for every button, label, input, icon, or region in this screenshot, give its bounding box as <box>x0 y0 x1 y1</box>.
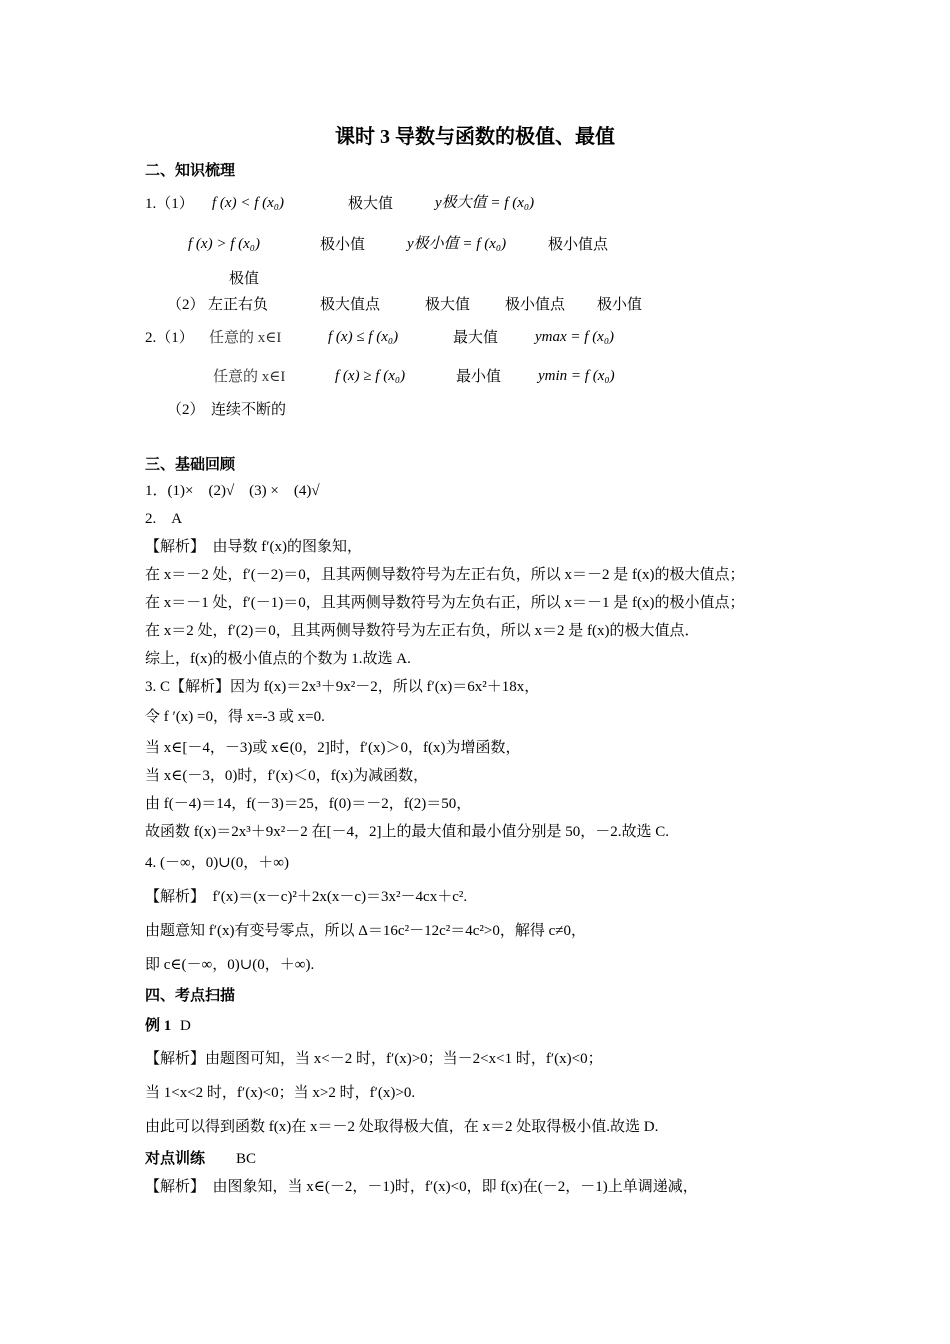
example-answer: D <box>180 1018 191 1034</box>
item-label: 1.（1） <box>145 196 194 212</box>
text-line: 由此可以得到函数 f(x)在 x＝－2 处取得极大值，在 x＝2 处取得极小值.故选 D. <box>145 1119 659 1135</box>
text-line: 在 x＝2 处，f′(2)＝0，且其两侧导数符号为左正右负，所以 x＝2 是 f(x)的极大值点． <box>145 623 700 639</box>
answer-text: 任意的 x∈I <box>209 330 282 346</box>
text-line: 由 f(－4)＝14，f(－3)＝25，f(0)＝－2，f(2)＝50， <box>145 796 472 812</box>
text-line: 令 f ′(x) =0，得 x=-3 或 x=0. <box>145 709 325 725</box>
example-label: 例 1 <box>145 1018 172 1034</box>
text-line: 3. C【解析】因为 f(x)＝2x³＋9x²－2，所以 f′(x)＝6x²＋18x， <box>145 679 540 695</box>
section-heading-scan: 四、考点扫描 <box>145 988 236 1004</box>
answer-text: 极小值点 <box>548 237 609 253</box>
answer-text: 任意的 x∈I <box>213 369 286 385</box>
formula: ymin = f (x₀) <box>538 368 615 384</box>
answer-text: 极小值点 <box>505 297 566 313</box>
text-line: 由题意知 f′(x)有变号零点，所以 Δ＝16c²－12c²＝4c²>0，解得 c≠0， <box>145 923 586 939</box>
text-line: 1．(1)× (2)√ (3) × (4)√ <box>145 483 320 499</box>
text-line: 当 x∈[－4，－3)或 x∈(0，2]时，f′(x)＞0，f(x)为增函数， <box>145 740 521 756</box>
page-title: 课时 3 导数与函数的极值、最值 <box>335 126 615 148</box>
text-line: 在 x＝－2 处，f′(－2)＝0，且其两侧导数符号为左正右负，所以 x＝－2 是 f(x)的极大值点； <box>145 567 745 583</box>
training-label: 对点训练 <box>145 1151 206 1167</box>
answer-text: 极小值 <box>320 237 366 253</box>
section-heading-review: 三、基础回顾 <box>145 457 236 473</box>
text-line: 在 x＝－1 处，f′(－1)＝0，且其两侧导数符号为左负右正，所以 x＝－1 是 f(x)的极小值点； <box>145 595 745 611</box>
section-heading-knowledge: 二、知识梳理 <box>145 163 236 179</box>
formula: f (x) > f (x₀) <box>188 236 260 252</box>
formula: f (x) ≥ f (x₀) <box>335 368 406 384</box>
answer-text: 极小值 <box>597 297 643 313</box>
text-line: 【解析】由题图可知，当 x<－2 时，f′(x)>0；当－2<x<1 时，f′(x)<0； <box>145 1051 603 1067</box>
item-label: （2） <box>167 297 205 313</box>
answer-text: 极大值点 <box>320 297 381 313</box>
text-line: 4. (－∞，0)∪(0，＋∞) <box>145 855 289 871</box>
text-line: 当 x∈(－3，0)时，f′(x)＜0，f(x)为减函数， <box>145 768 429 784</box>
answer-text: 连续不断的 <box>211 402 287 418</box>
text-line: 【解析】 由图象知，当 x∈(－2，－1)时，f′(x)<0，即 f(x)在(－2，－1)上单调递减， <box>145 1179 698 1195</box>
answer-text: 极值 <box>229 271 260 287</box>
formula: f (x) < f (x₀) <box>212 195 284 211</box>
text-line: 【解析】 f′(x)＝(x－c)²＋2x(x－c)＝3x²－4cx＋c². <box>145 889 468 905</box>
text-line: 当 1<x<2 时，f′(x)<0；当 x>2 时，f′(x)>0. <box>145 1085 416 1101</box>
text-line: 2. A <box>145 511 183 527</box>
text-line: 故函数 f(x)＝2x³＋9x²－2 在[－4，2]上的最大值和最小值分别是 50，－2.故选 C. <box>145 824 669 840</box>
formula: y极大值 = f (x₀) <box>435 195 535 211</box>
item-label: 2.（1） <box>145 330 194 346</box>
text-line: 综上，f(x)的极小值点的个数为 1.故选 A. <box>145 651 411 667</box>
item-label: （2） <box>167 402 205 418</box>
text-line: 【解析】 由导数 f′(x)的图象知， <box>145 539 363 555</box>
answer-text: 最大值 <box>453 330 499 346</box>
answer-text: 极大值 <box>425 297 471 313</box>
answer-text: 最小值 <box>456 369 502 385</box>
answer-text: 左正右负 <box>208 297 269 313</box>
formula: ymax = f (x₀) <box>535 329 615 345</box>
formula: f (x) ≤ f (x₀) <box>328 329 399 345</box>
answer-text: 极大值 <box>348 196 394 212</box>
formula: y极小值 = f (x₀) <box>407 236 507 252</box>
training-answer: BC <box>236 1151 257 1167</box>
text-line: 即 c∈(－∞，0)∪(0，＋∞). <box>145 957 315 973</box>
